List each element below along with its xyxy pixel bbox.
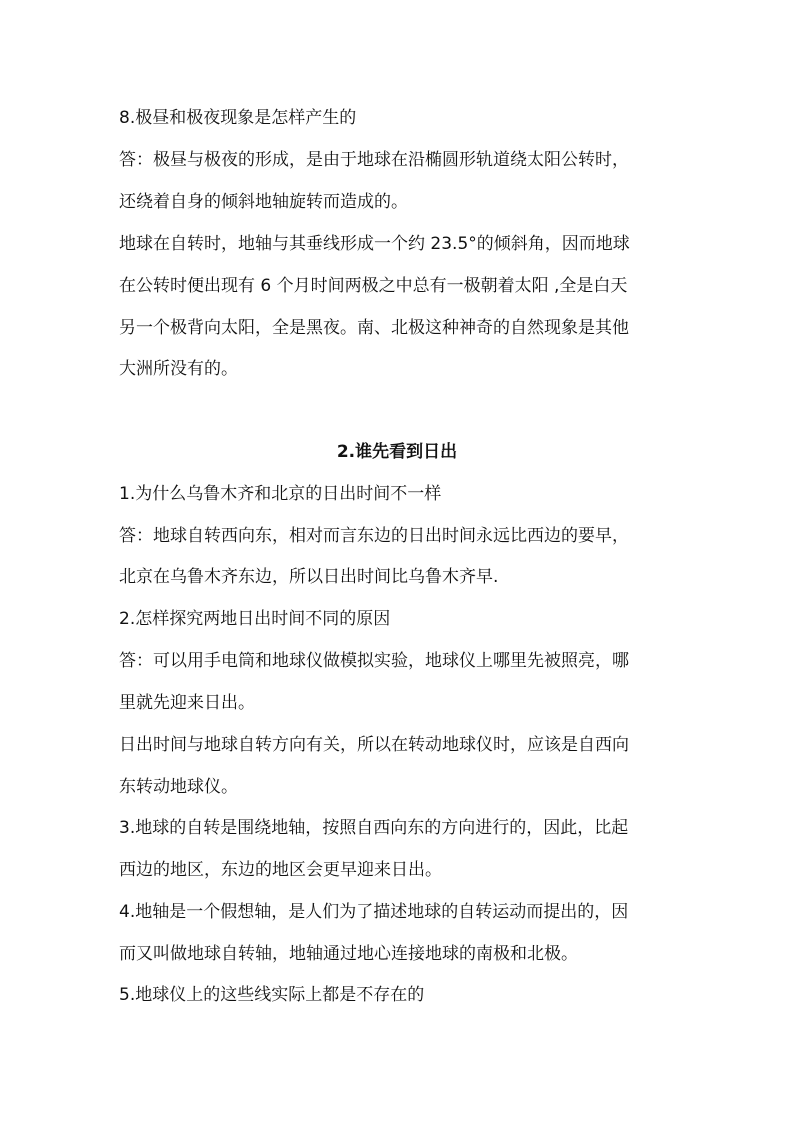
point-5-line-1: 5.地球仪上的这些线实际上都是不存在的 <box>119 985 425 1005</box>
answer-8-line-1: 答：极昼与极夜的形成，是由于地球在沿椭圆形轨道绕太阳公转时， <box>119 150 629 170</box>
question-2-title: 2.怎样探究两地日出时间不同的原因 <box>119 609 391 629</box>
paragraph-line-4: 大洲所没有的。 <box>119 359 238 379</box>
paragraph-line-3: 另一个极背向太阳，全是黑夜。南、北极这种神奇的自然现象是其他 <box>119 318 629 338</box>
paragraph-line-1: 地球在自转时，地轴与其垂线形成一个约 23.5°的倾斜角，因而地球 <box>119 234 630 254</box>
section-heading: 2.谁先看到日出 <box>336 442 458 462</box>
answer-2-line-3: 日出时间与地球自转方向有关，所以在转动地球仪时，应该是自西向 <box>119 735 629 755</box>
answer-1-line-2: 北京在乌鲁木齐东边，所以日出时间比乌鲁木齐早. <box>119 567 499 587</box>
answer-2-line-4: 东转动地球仪。 <box>119 777 238 797</box>
answer-2-line-2: 里就先迎来日出。 <box>119 693 255 713</box>
question-8-title: 8.极昼和极夜现象是怎样产生的 <box>119 108 357 128</box>
point-4-line-2: 而又叫做地球自转轴，地轴通过地心连接地球的南极和北极。 <box>119 944 578 964</box>
answer-8-line-2: 还绕着自身的倾斜地轴旋转而造成的。 <box>119 192 408 212</box>
paragraph-line-2: 在公转时便出现有 6 个月时间两极之中总有一极朝着太阳 ,全是白天 <box>119 276 628 296</box>
point-4-line-1: 4.地轴是一个假想轴，是人们为了描述地球的自转运动而提出的，因 <box>119 902 629 922</box>
answer-1-line-1: 答：地球自转西向东，相对而言东边的日出时间永远比西边的要早， <box>119 526 629 546</box>
point-3-line-2: 西边的地区，东边的地区会更早迎来日出。 <box>119 860 442 880</box>
question-1-title: 1.为什么乌鲁木齐和北京的日出时间不一样 <box>119 484 442 504</box>
point-3-line-1: 3.地球的自转是围绕地轴，按照自西向东的方向进行的，因此，比起 <box>119 818 629 838</box>
answer-2-line-1: 答：可以用手电筒和地球仪做模拟实验，地球仪上哪里先被照亮，哪 <box>119 651 629 671</box>
